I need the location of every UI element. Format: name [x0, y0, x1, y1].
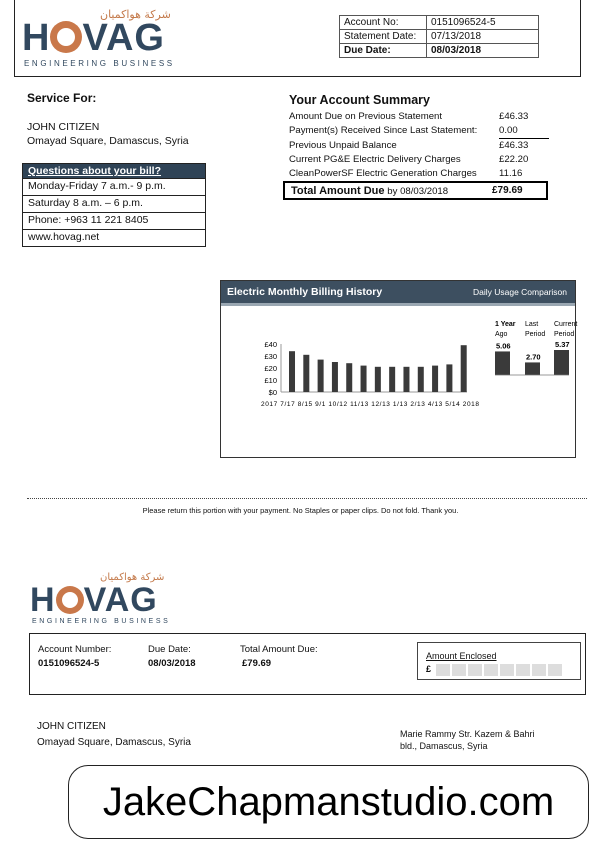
usage-category-label: Period: [525, 331, 546, 338]
amount-enclosed-label: Amount Enclosed: [426, 651, 497, 661]
logo-wordmark-stub: H VAG: [30, 581, 158, 619]
stub-total-value: £79.69: [242, 658, 272, 669]
billing-bar: [461, 345, 467, 392]
logo-tagline: ENGINEERING BUSINESS: [24, 59, 175, 68]
summary-line: Amount Due on Previous Statement £46.33: [289, 111, 529, 122]
stub-account-label: Account Number:: [38, 644, 112, 655]
return-instructions: Please return this portion with your payment. No Staples or paper clips. Do not fold. Thank you.: [142, 506, 459, 515]
questions-box: [22, 163, 206, 247]
stub-total-label: Total Amount Due:: [240, 644, 318, 655]
usage-bar: [554, 350, 569, 375]
logo-wordmark: H VAG: [22, 17, 165, 59]
account-summary: [289, 93, 547, 181]
currency-symbol: £: [426, 664, 432, 674]
website-link[interactable]: www.hovag.net: [23, 229, 205, 246]
billing-bar: [432, 366, 438, 392]
usage-value-label: 5.37: [555, 340, 570, 349]
return-address-line2: bld., Damascus, Syria: [400, 741, 488, 751]
stub-due-value: 08/03/2018: [148, 658, 196, 669]
billing-bar: [289, 351, 295, 392]
summary-line: Previous Unpaid Balance £46.33: [289, 140, 529, 151]
due-row: [340, 44, 539, 58]
billing-chart-panel: [220, 280, 576, 458]
questions-heading: Questions about your bill?: [23, 164, 205, 178]
billing-bar: [403, 367, 409, 392]
usage-bar: [525, 362, 540, 375]
billing-bar: [375, 367, 381, 392]
billing-chart-svg: [221, 306, 578, 456]
total-due-box: [283, 181, 548, 200]
watermark-banner: [68, 765, 589, 839]
watermark-text: JakeChapmanstudio.com: [102, 780, 555, 824]
billing-bar: [332, 362, 338, 392]
summary-line: CleanPowerSF Electric Generation Charges 11.16: [289, 168, 523, 179]
logo-globe-icon: [56, 586, 84, 614]
amount-enclosed-field[interactable]: [417, 642, 581, 680]
hours-saturday: Saturday 8 a.m. – 6 p.m.: [23, 195, 205, 212]
stub-due-label: Due Date:: [148, 644, 191, 655]
billing-bar: [418, 367, 424, 392]
usage-category-label: 1 Year: [495, 321, 516, 328]
statement-row: [340, 30, 539, 44]
account-row: [340, 16, 539, 30]
usage-value-label: 2.70: [526, 352, 541, 362]
usage-value-label: 5.06: [496, 341, 511, 351]
statement-date-label: Statement Date:: [340, 30, 427, 44]
y-tick-label: £10: [264, 376, 277, 385]
account-no-value: 0151096524-5: [427, 16, 539, 30]
company-logo: [22, 8, 197, 70]
due-date-value: 08/03/2018: [427, 44, 539, 58]
mail-to-address: Omayad Square, Damascus, Syria: [37, 737, 191, 748]
x-tick-labels: 2017 7/17 8/15 9/1 10/12 11/13 12/13 1/13 2/13 4/13 5/14 2018: [261, 401, 479, 408]
usage-category-label: Ago: [495, 331, 508, 338]
amount-digit-boxes[interactable]: [436, 664, 562, 676]
usage-category-label: Current: [554, 321, 578, 328]
return-address-line1: Marie Rammy Str. Kazem & Bahri: [400, 729, 535, 739]
statement-date-value: 07/13/2018: [427, 30, 539, 44]
logo-arabic-text: شركة هواكميان: [100, 8, 171, 21]
service-for-heading: Service For:: [27, 91, 97, 105]
customer-name: JOHN CITIZEN: [27, 121, 100, 133]
mail-to-name: JOHN CITIZEN: [37, 721, 106, 732]
payment-stub: [29, 633, 586, 695]
cut-line: [27, 498, 587, 499]
usage-bar: [495, 351, 510, 375]
y-tick-label: £20: [264, 364, 277, 373]
summary-line: Payment(s) Received Since Last Statement: 0.00: [289, 125, 518, 136]
total-due-date: by 08/03/2018: [387, 185, 449, 197]
total-due-value: £79.69: [492, 185, 523, 196]
y-tick-label: £40: [264, 340, 277, 349]
usage-category-label: Last: [525, 321, 539, 328]
y-tick-label: $0: [268, 388, 277, 397]
summary-heading: Your Account Summary: [289, 93, 430, 107]
phone-number: Phone: +963 11 221 8405: [23, 212, 205, 229]
hours-weekday: Monday-Friday 7 a.m.- 9 p.m.: [23, 178, 205, 195]
billing-bar: [389, 367, 395, 392]
company-logo-stub: شركة هواكميان H VAG ENGINEERING BUSINESS: [30, 572, 171, 625]
billing-bar: [303, 355, 309, 392]
billing-bar: [446, 364, 452, 392]
summary-line: Current PG&E Electric Delivery Charges £22.20: [289, 154, 529, 165]
billing-bar: [361, 366, 367, 392]
billing-bar: [346, 363, 352, 392]
billing-bar: [318, 360, 324, 392]
stub-account-value: 0151096524-5: [38, 658, 100, 669]
chart-header: [221, 281, 575, 303]
billing-history-title: Electric Monthly Billing History: [227, 286, 383, 298]
account-info-table: [339, 15, 539, 58]
due-date-label: Due Date:: [340, 44, 427, 58]
logo-globe-icon: [50, 21, 82, 53]
daily-usage-title: Daily Usage Comparison: [472, 287, 567, 297]
usage-category-label: Period: [554, 331, 575, 338]
total-due-label: Total Amount Due: [291, 184, 385, 197]
y-tick-label: £30: [264, 352, 277, 361]
customer-address: Omayad Square, Damascus, Syria: [27, 135, 189, 147]
account-no-label: Account No:: [340, 16, 427, 30]
